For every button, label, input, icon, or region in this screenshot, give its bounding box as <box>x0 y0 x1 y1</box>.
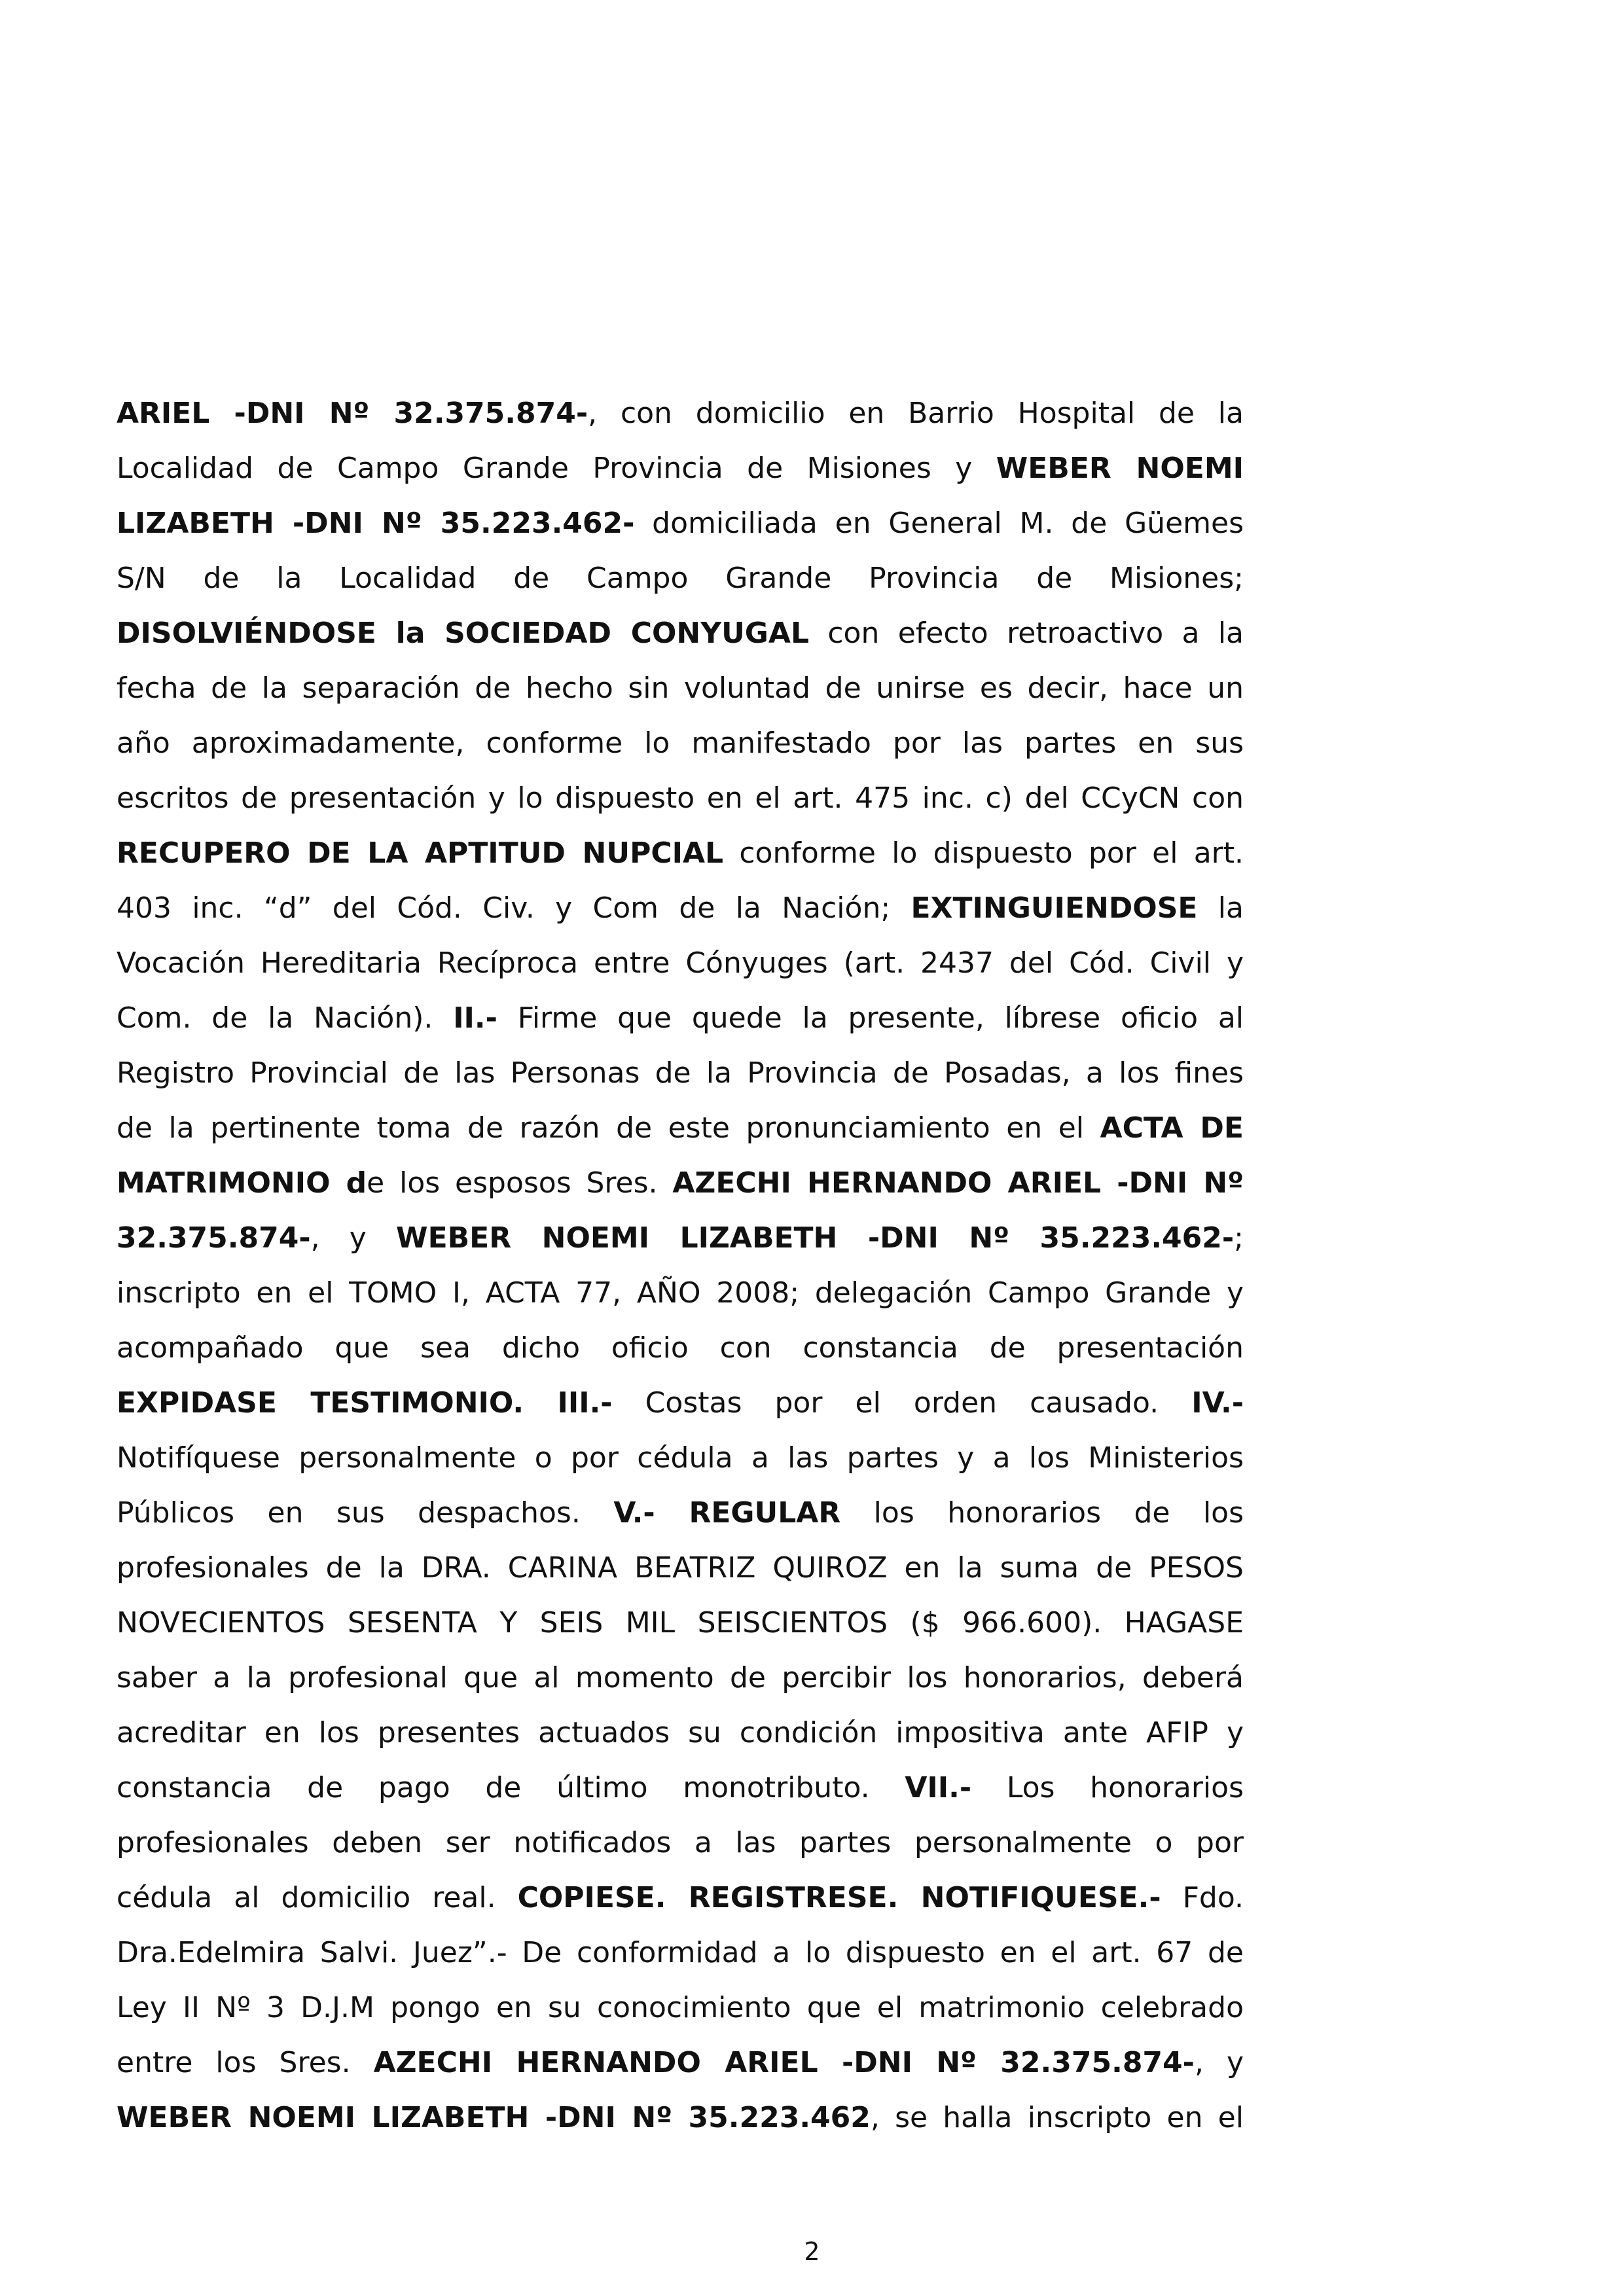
text-line <box>117 661 1244 716</box>
text-segment: fecha de la separación de hecho sin voluntad de unirse es decir, hace un <box>117 672 1244 705</box>
text-line <box>117 1816 1244 1871</box>
text-line <box>117 1431 1244 1486</box>
text-line <box>117 1046 1244 1101</box>
text-segment: Firme que quede la presente, líbrese oficio al <box>497 1001 1244 1035</box>
bold-text-segment: AZECHI HERNANDO ARIEL -DNI Nº <box>672 1166 1244 1200</box>
text-line <box>117 826 1244 881</box>
text-segment: constancia de pago de último monotributo. <box>117 1771 905 1804</box>
text-segment: Notifíquese personalmente o por cédula a las partes y a los Ministerios <box>117 1441 1244 1475</box>
page-number: 2 <box>804 2237 820 2266</box>
text-segment: S/N de la Localidad de Campo Grande Provincia de Misiones; <box>117 562 1244 595</box>
bold-text-segment: VII.- <box>905 1771 972 1804</box>
text-segment: , se halla inscripto en el <box>870 2101 1244 2134</box>
text-line <box>117 991 1244 1046</box>
text-line <box>117 441 1244 496</box>
text-segment: acreditar en los presentes actuados su condición impositiva ante AFIP y <box>117 1716 1244 1749</box>
text-segment: Los honorarios <box>971 1771 1244 1804</box>
text-line <box>117 496 1244 551</box>
text-segment: la <box>1197 891 1244 925</box>
text-line <box>117 551 1244 606</box>
text-line <box>117 716 1244 771</box>
text-line <box>117 2036 1244 2090</box>
text-line <box>117 1376 1244 1431</box>
text-segment: cédula al domicilio real. <box>117 1881 518 1914</box>
bold-text-segment: DISOLVIÉNDOSE la SOCIEDAD CONYUGAL <box>117 617 810 650</box>
text-line <box>117 1596 1244 1651</box>
text-segment: profesionales deben ser notificados a las partes personalmente o por <box>117 1826 1244 1859</box>
bold-text-segment: EXTINGUIENDOSE <box>911 891 1198 925</box>
bold-text-segment: WEBER NOEMI LIZABETH -DNI Nº 35.223.462 <box>117 2101 871 2134</box>
text-line <box>117 1266 1244 1321</box>
text-segment: Ley II Nº 3 D.J.M pongo en su conocimiento que el matrimonio celebrado <box>117 1991 1244 2024</box>
text-segment: año aproximadamente, conforme lo manifestado por las partes en sus <box>117 726 1244 760</box>
text-segment: , y <box>1194 2046 1244 2079</box>
text-segment: escritos de presentación y lo dispuesto en el art. 475 inc. c) del CCyCN con <box>117 781 1244 815</box>
text-segment: 403 inc. “d” del Cód. Civ. y Com de la Nación; <box>117 891 911 925</box>
bold-text-segment: AZECHI HERNANDO ARIEL -DNI Nº 32.375.874- <box>373 2046 1195 2079</box>
text-segment: de la pertinente toma de razón de este pronunciamiento en el <box>117 1111 1100 1145</box>
text-line <box>117 1981 1244 2036</box>
text-segment: saber a la profesional que al momento de percibir los honorarios, deberá <box>117 1661 1244 1695</box>
bold-text-segment: WEBER NOEMI LIZABETH -DNI Nº 35.223.462- <box>396 1221 1235 1255</box>
text-segment: acompañado que sea dicho oficio con constancia de presentación <box>117 1331 1244 1365</box>
bold-text-segment: IV.- <box>1191 1386 1244 1420</box>
bold-text-segment: WEBER NOEMI <box>996 452 1244 485</box>
text-segment: NOVECIENTOS SESENTA Y SEIS MIL SEISCIENTOS ($ 966.600). HAGASE <box>117 1606 1244 1640</box>
text-line <box>117 1321 1244 1376</box>
text-segment: entre los Sres. <box>117 2046 374 2079</box>
text-line <box>117 1926 1244 1981</box>
bold-text-segment: V.- REGULAR <box>613 1496 841 1530</box>
text-line <box>117 1156 1244 1211</box>
text-line <box>117 1486 1244 1541</box>
text-segment: Fdo. <box>1161 1881 1244 1914</box>
bold-text-segment: 32.375.874- <box>117 1221 311 1255</box>
text-line <box>117 1101 1244 1156</box>
text-segment: Costas por el orden causado. <box>612 1386 1192 1420</box>
bold-text-segment: II.- <box>453 1001 497 1035</box>
text-segment: Dra.Edelmira Salvi. Juez”.- De conformidad a lo dispuesto en el art. 67 de <box>117 1936 1244 1969</box>
text-segment: e los esposos Sres. <box>367 1166 673 1200</box>
text-line <box>117 936 1244 991</box>
text-segment: domiciliada en General M. de Güemes <box>634 507 1244 540</box>
text-segment: Vocación Hereditaria Recíproca entre Cónyuges (art. 2437 del Cód. Civil y <box>117 946 1244 980</box>
text-line <box>117 1761 1244 1816</box>
text-line <box>117 606 1244 661</box>
text-line <box>117 1541 1244 1596</box>
document-body <box>117 386 1244 2145</box>
bold-text-segment: COPIESE. REGISTRESE. NOTIFIQUESE.- <box>517 1881 1161 1914</box>
bold-text-segment: ACTA DE <box>1100 1111 1244 1145</box>
text-line <box>117 1871 1244 1926</box>
text-segment: conforme lo dispuesto por el art. <box>723 836 1244 870</box>
text-line <box>117 1211 1244 1266</box>
text-line <box>117 771 1244 826</box>
text-segment: Públicos en sus despachos. <box>117 1496 614 1530</box>
text-line <box>117 386 1244 441</box>
text-line <box>117 1651 1244 1706</box>
bold-text-segment: EXPIDASE TESTIMONIO. III.- <box>117 1386 613 1420</box>
bold-text-segment: RECUPERO DE LA APTITUD NUPCIAL <box>117 836 724 870</box>
text-segment: inscripto en el TOMO I, ACTA 77, AÑO 2008; delegación Campo Grande y <box>117 1276 1244 1310</box>
text-segment: Com. de la Nación). <box>117 1001 454 1035</box>
text-segment: Registro Provincial de las Personas de la Provincia de Posadas, a los fines <box>117 1056 1244 1090</box>
bold-text-segment: ARIEL -DNI Nº 32.375.874- <box>117 397 588 430</box>
text-segment: con efecto retroactivo a la <box>809 617 1244 650</box>
text-segment: , con domicilio en Barrio Hospital de la <box>588 397 1244 430</box>
text-line <box>117 881 1244 936</box>
text-segment: profesionales de la DRA. CARINA BEATRIZ QUIROZ en la suma de PESOS <box>117 1551 1244 1585</box>
text-line <box>117 2090 1244 2145</box>
bold-text-segment: LIZABETH -DNI Nº 35.223.462- <box>117 507 635 540</box>
bold-text-segment: MATRIMONIO d <box>117 1166 367 1200</box>
text-segment: los honorarios de los <box>840 1496 1244 1530</box>
text-segment: , y <box>310 1221 397 1255</box>
text-segment: Localidad de Campo Grande Provincia de Misiones y <box>117 452 996 485</box>
text-segment: ; <box>1234 1221 1244 1255</box>
text-line <box>117 1706 1244 1761</box>
